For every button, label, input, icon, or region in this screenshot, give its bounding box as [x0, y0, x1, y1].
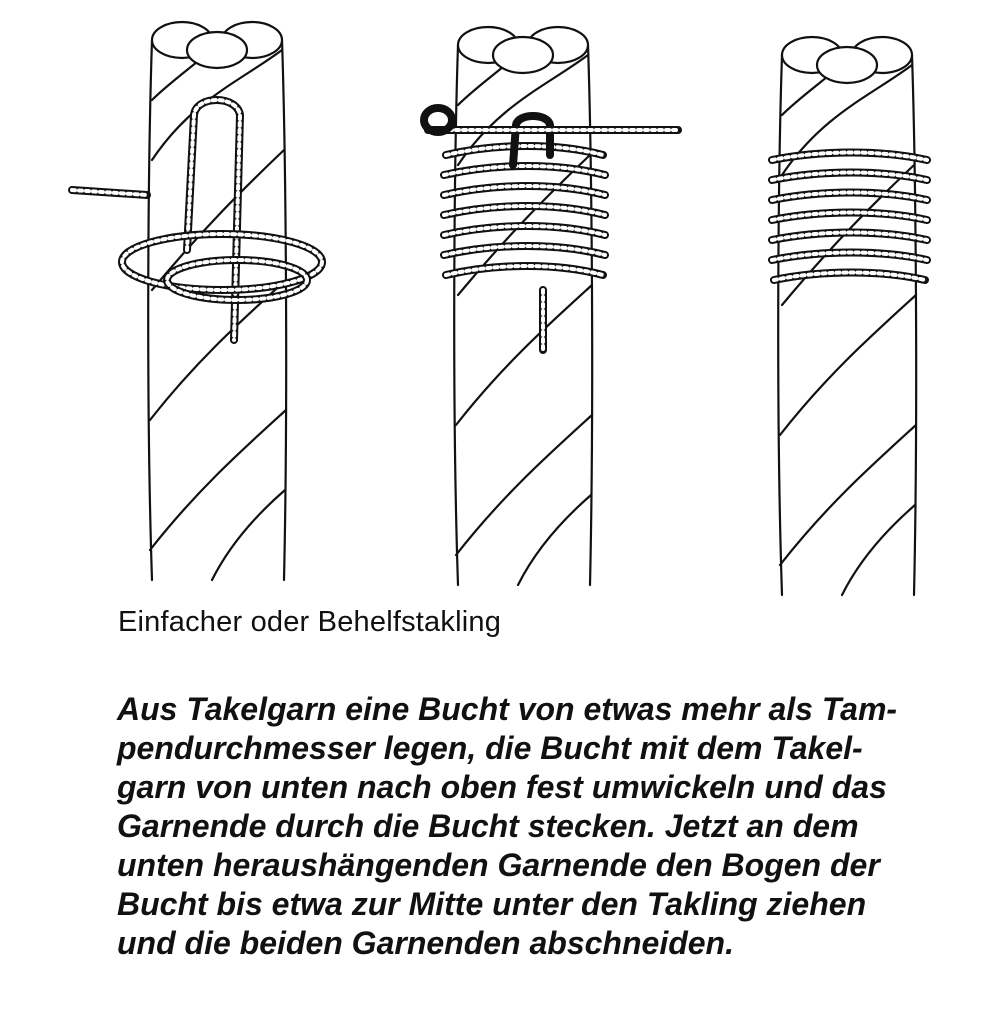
instruction-line: Aus Takelgarn eine Bucht von etwas mehr als Tam- — [117, 691, 898, 727]
instruction-line: garn von unten nach oben fest umwickeln und das — [117, 769, 887, 805]
instruction-line: Garnende durch die Bucht stecken. Jetzt an dem — [117, 808, 859, 844]
panel-step-2 — [424, 27, 678, 585]
instruction-line: pendurchmesser legen, die Bucht mit dem Takel- — [117, 730, 863, 766]
figure-caption: Einfacher oder Behelfstakling — [118, 606, 502, 638]
panel-step-1 — [72, 22, 322, 580]
instruction-line: und die beiden Garnenden abschneiden. — [117, 925, 734, 961]
panel-step-3 — [772, 37, 927, 595]
instruction-line: Bucht bis etwa zur Mitte unter den Takling ziehen — [117, 886, 867, 922]
instruction-text — [117, 690, 947, 963]
instruction-line: unten heraushängenden Garnende den Bogen der — [117, 847, 880, 883]
